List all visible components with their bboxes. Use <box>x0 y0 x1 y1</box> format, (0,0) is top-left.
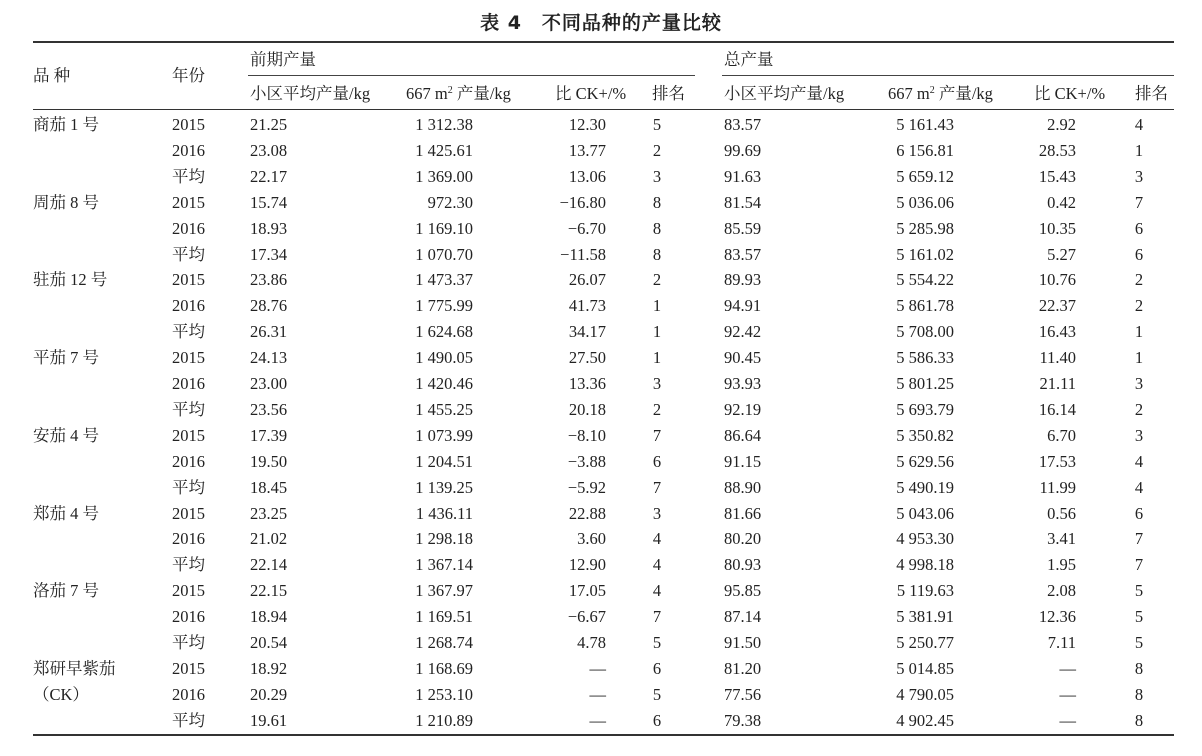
cell-total-plot-avg: 89.93 <box>724 270 762 290</box>
cell-early-vs-ck: 13.06 <box>568 166 606 186</box>
cell-early-vs-ck: 12.90 <box>568 555 606 575</box>
header-area-yield-early: 667 $m^2$ 产量/kg <box>406 84 511 103</box>
cell-early-rank: 6 <box>652 658 662 678</box>
cell-total-plot-avg: 83.57 <box>724 244 762 264</box>
cell-total-rank: 5 <box>1134 633 1144 652</box>
cell-early-area-yield: 1 420.46 <box>415 374 473 393</box>
cell-total-vs-ck: 5.27 <box>1047 244 1076 264</box>
cell-total-vs-ck: 16.43 <box>1038 322 1076 342</box>
cell-year: 平均 <box>172 244 205 264</box>
cell-year: 平均 <box>172 633 205 652</box>
cell-total-area-yield: 5 586.33 <box>896 348 954 368</box>
cell-early-rank: 2 <box>652 140 662 160</box>
cell-early-vs-ck: 22.88 <box>568 503 606 523</box>
cell-early-area-yield: 1 169.10 <box>415 218 473 238</box>
cell-early-rank: 7 <box>652 477 662 497</box>
cell-early-plot-avg: 23.08 <box>250 140 288 160</box>
cell-total-vs-ck: 22.37 <box>1038 296 1076 316</box>
cell-total-plot-avg: 80.20 <box>724 529 762 549</box>
cell-total-plot-avg: 94.91 <box>724 296 762 316</box>
cell-year: 2016 <box>172 451 205 471</box>
cell-total-area-yield: 5 119.63 <box>896 581 954 601</box>
cell-early-vs-ck: 12.30 <box>568 115 606 134</box>
cell-early-area-yield: 1 073.99 <box>415 425 473 445</box>
cell-variety: 安茄 4 号 <box>33 425 99 445</box>
cell-early-plot-avg: 28.76 <box>250 296 288 316</box>
cell-early-rank: 1 <box>652 322 662 342</box>
cell-variety: 郑研早紫茄 <box>33 658 116 678</box>
cell-total-rank: 3 <box>1134 166 1144 186</box>
cell-total-area-yield: 5 629.56 <box>896 451 954 471</box>
cell-total-plot-avg: 99.69 <box>724 140 762 160</box>
cell-early-plot-avg: 18.94 <box>250 607 288 627</box>
header-vs-ck-early: 比 CK+/% <box>555 84 627 103</box>
cell-year: 平均 <box>172 710 205 730</box>
cell-total-plot-avg: 83.57 <box>724 115 762 134</box>
cell-early-rank: 7 <box>652 425 662 445</box>
cell-total-plot-avg: 86.64 <box>724 425 762 445</box>
cell-total-plot-avg: 91.63 <box>724 166 762 186</box>
cell-year: 2016 <box>172 374 205 393</box>
cell-total-rank: 1 <box>1134 322 1144 342</box>
cell-early-area-yield: 1 169.51 <box>415 607 473 627</box>
cell-early-vs-ck: — <box>589 658 606 678</box>
cell-year: 2015 <box>172 270 205 290</box>
cell-total-area-yield: 5 036.06 <box>896 192 954 212</box>
cell-early-vs-ck: −8.10 <box>567 425 606 445</box>
bottom-rule <box>33 734 1174 736</box>
cell-early-vs-ck: 41.73 <box>568 296 606 316</box>
cell-total-vs-ck: 15.43 <box>1038 166 1076 186</box>
cell-total-plot-avg: 92.42 <box>724 322 762 342</box>
cell-early-area-yield: 1 253.10 <box>415 684 473 704</box>
cell-total-rank: 8 <box>1134 710 1144 730</box>
cell-early-area-yield: 1 298.18 <box>415 529 473 549</box>
cell-total-area-yield: 5 014.85 <box>896 658 954 678</box>
cell-early-plot-avg: 23.00 <box>250 374 288 393</box>
cell-total-rank: 7 <box>1134 555 1144 575</box>
cell-year: 2015 <box>172 192 205 212</box>
cell-early-plot-avg: 26.31 <box>250 322 288 342</box>
cell-early-area-yield: 1 425.61 <box>415 140 473 160</box>
cell-total-rank: 1 <box>1134 140 1144 160</box>
cell-year: 平均 <box>172 166 205 186</box>
header-plot-avg-total: 小区平均产量/kg <box>724 84 845 103</box>
cell-early-rank: 6 <box>652 451 662 471</box>
cell-total-plot-avg: 79.38 <box>724 710 762 730</box>
cell-early-rank: 4 <box>652 529 662 549</box>
cell-total-vs-ck: 1.95 <box>1047 555 1076 575</box>
cell-early-rank: 3 <box>652 374 662 393</box>
cell-year: 平均 <box>172 477 205 497</box>
cell-total-vs-ck: 10.35 <box>1038 218 1076 238</box>
cell-early-area-yield: 972.30 <box>427 192 473 212</box>
cell-total-vs-ck: 3.41 <box>1047 529 1076 549</box>
cell-year: 2015 <box>172 115 205 134</box>
cell-early-area-yield: 1 367.97 <box>415 581 473 601</box>
cell-year: 2015 <box>172 503 205 523</box>
cell-early-plot-avg: 21.02 <box>250 529 288 549</box>
cell-early-plot-avg: 23.86 <box>250 270 288 290</box>
cell-early-plot-avg: 22.17 <box>250 166 288 186</box>
cell-early-vs-ck: 34.17 <box>568 322 606 342</box>
cell-early-area-yield: 1 268.74 <box>415 633 473 652</box>
cell-total-vs-ck: 7.11 <box>1047 633 1076 652</box>
cell-total-vs-ck: — <box>1059 684 1076 704</box>
cell-early-vs-ck: 3.60 <box>577 529 606 549</box>
cell-total-area-yield: 5 161.02 <box>896 244 954 264</box>
cell-total-area-yield: 5 554.22 <box>896 270 954 290</box>
cell-total-area-yield: 5 043.06 <box>896 503 954 523</box>
cell-total-vs-ck: 10.76 <box>1038 270 1076 290</box>
cell-total-rank: 8 <box>1134 658 1144 678</box>
cell-total-plot-avg: 95.85 <box>724 581 762 601</box>
cell-early-rank: 8 <box>652 218 662 238</box>
cell-early-plot-avg: 20.54 <box>250 633 288 652</box>
cell-early-rank: 4 <box>652 555 662 575</box>
cell-early-area-yield: 1 367.14 <box>415 555 473 575</box>
cell-early-area-yield: 1 369.00 <box>415 166 473 186</box>
cell-total-rank: 6 <box>1134 244 1144 264</box>
cell-early-vs-ck: 27.50 <box>568 348 606 368</box>
cell-total-plot-avg: 81.20 <box>724 658 762 678</box>
cell-total-rank: 5 <box>1134 581 1144 601</box>
header-area-yield-total: 667 $m^2$ 产量/kg <box>888 84 993 103</box>
cell-total-vs-ck: 11.99 <box>1039 477 1076 497</box>
cell-early-plot-avg: 17.34 <box>250 244 288 264</box>
cell-total-area-yield: 5 708.00 <box>896 322 954 342</box>
cell-total-area-yield: 5 490.19 <box>896 477 954 497</box>
cell-early-plot-avg: 17.39 <box>250 425 288 445</box>
cell-early-plot-avg: 23.25 <box>250 503 288 523</box>
cell-early-vs-ck: −3.88 <box>567 451 606 471</box>
cell-variety: 商茄 1 号 <box>33 115 99 134</box>
cell-early-plot-avg: 18.45 <box>250 477 288 497</box>
cell-early-rank: 6 <box>652 710 662 730</box>
cell-early-vs-ck: 20.18 <box>568 399 606 419</box>
cell-total-area-yield: 5 381.91 <box>896 607 954 627</box>
cell-total-area-yield: 5 659.12 <box>896 166 954 186</box>
cell-early-plot-avg: 22.14 <box>250 555 288 575</box>
cell-early-vs-ck: −16.80 <box>559 192 606 212</box>
cell-early-rank: 1 <box>652 348 662 368</box>
cell-total-area-yield: 4 790.05 <box>896 684 954 704</box>
cell-early-rank: 5 <box>652 633 662 652</box>
cell-early-area-yield: 1 070.70 <box>415 244 473 264</box>
header-variety: 品 种 <box>33 66 71 85</box>
cell-total-area-yield: 5 250.77 <box>896 633 954 652</box>
cell-total-plot-avg: 85.59 <box>724 218 762 238</box>
cell-total-rank: 7 <box>1134 192 1144 212</box>
cell-total-rank: 1 <box>1134 348 1144 368</box>
cell-total-vs-ck: — <box>1059 658 1076 678</box>
total-group-rule <box>722 75 1174 76</box>
cell-total-rank: 6 <box>1134 503 1144 523</box>
cell-early-vs-ck: 13.77 <box>568 140 606 160</box>
cell-early-area-yield: 1 436.11 <box>415 503 473 523</box>
cell-total-area-yield: 4 998.18 <box>896 555 954 575</box>
header-rank-total: 排名 <box>1135 84 1168 103</box>
cell-year: 平均 <box>172 399 205 419</box>
cell-year: 平均 <box>172 322 205 342</box>
cell-early-rank: 5 <box>652 115 662 134</box>
cell-variety: 周茄 8 号 <box>33 192 99 212</box>
cell-year: 2016 <box>172 529 205 549</box>
cell-total-plot-avg: 92.19 <box>724 399 762 419</box>
cell-year: 2015 <box>172 348 205 368</box>
cell-total-rank: 5 <box>1134 607 1144 627</box>
cell-total-vs-ck: 2.92 <box>1047 115 1076 134</box>
cell-early-area-yield: 1 473.37 <box>415 270 473 290</box>
cell-total-area-yield: 5 861.78 <box>896 296 954 316</box>
cell-early-area-yield: 1 210.89 <box>415 710 473 730</box>
cell-total-rank: 4 <box>1134 451 1144 471</box>
cell-early-plot-avg: 22.15 <box>250 581 288 601</box>
cell-total-rank: 3 <box>1134 374 1144 393</box>
cell-early-area-yield: 1 168.69 <box>415 658 473 678</box>
cell-total-vs-ck: 6.70 <box>1047 425 1076 445</box>
cell-total-plot-avg: 88.90 <box>724 477 762 497</box>
cell-year: 平均 <box>172 555 205 575</box>
cell-early-area-yield: 1 312.38 <box>415 115 473 134</box>
cell-total-vs-ck: 0.56 <box>1047 503 1076 523</box>
cell-variety: （CK） <box>33 684 89 704</box>
cell-total-rank: 2 <box>1134 399 1144 419</box>
cell-early-area-yield: 1 490.05 <box>415 348 473 368</box>
header-rule <box>33 109 1174 110</box>
cell-variety: 洛茄 7 号 <box>33 581 99 601</box>
cell-total-area-yield: 6 156.81 <box>896 140 954 160</box>
cell-early-plot-avg: 18.93 <box>250 218 288 238</box>
cell-total-area-yield: 5 801.25 <box>896 374 954 393</box>
cell-early-rank: 1 <box>652 296 662 316</box>
cell-total-area-yield: 5 285.98 <box>896 218 954 238</box>
header-early-yield: 前期产量 <box>250 50 316 69</box>
cell-early-vs-ck: 4.78 <box>577 633 606 652</box>
cell-early-plot-avg: 15.74 <box>250 192 288 212</box>
cell-year: 2015 <box>172 425 205 445</box>
cell-early-area-yield: 1 204.51 <box>415 451 473 471</box>
cell-early-area-yield: 1 455.25 <box>415 399 473 419</box>
early-group-rule <box>248 75 695 76</box>
cell-year: 2015 <box>172 581 205 601</box>
cell-year: 2015 <box>172 658 205 678</box>
cell-total-plot-avg: 91.15 <box>724 451 762 471</box>
cell-early-plot-avg: 20.29 <box>250 684 288 704</box>
cell-early-rank: 4 <box>652 581 662 601</box>
cell-total-vs-ck: — <box>1059 710 1076 730</box>
cell-early-vs-ck: 13.36 <box>568 374 606 393</box>
header-rank-early: 排名 <box>652 84 685 103</box>
cell-early-area-yield: 1 775.99 <box>415 296 473 316</box>
cell-early-plot-avg: 18.92 <box>250 658 288 678</box>
cell-total-area-yield: 5 350.82 <box>896 425 954 445</box>
cell-year: 2016 <box>172 684 205 704</box>
cell-total-plot-avg: 81.54 <box>724 192 762 212</box>
header-year: 年份 <box>172 66 205 85</box>
cell-total-rank: 8 <box>1134 684 1144 704</box>
cell-total-plot-avg: 90.45 <box>724 348 762 368</box>
cell-total-vs-ck: 0.42 <box>1047 192 1076 212</box>
header-plot-avg-early: 小区平均产量/kg <box>250 84 371 103</box>
cell-total-area-yield: 5 161.43 <box>896 115 954 134</box>
cell-early-rank: 2 <box>652 270 662 290</box>
cell-early-plot-avg: 19.50 <box>250 451 288 471</box>
cell-total-plot-avg: 77.56 <box>724 684 762 704</box>
header-total-yield: 总产量 <box>724 50 774 69</box>
cell-total-area-yield: 4 953.30 <box>896 529 954 549</box>
cell-total-rank: 2 <box>1134 270 1144 290</box>
cell-early-rank: 3 <box>652 166 662 186</box>
cell-early-rank: 8 <box>652 244 662 264</box>
cell-early-rank: 8 <box>652 192 662 212</box>
cell-early-area-yield: 1 139.25 <box>415 477 473 497</box>
cell-total-rank: 4 <box>1134 477 1144 497</box>
cell-variety: 平茄 7 号 <box>33 348 99 368</box>
cell-total-plot-avg: 81.66 <box>724 503 762 523</box>
cell-early-plot-avg: 24.13 <box>250 348 288 368</box>
cell-variety: 郑茄 4 号 <box>33 503 99 523</box>
cell-early-vs-ck: — <box>589 710 606 730</box>
cell-early-plot-avg: 21.25 <box>250 115 288 134</box>
cell-year: 2016 <box>172 296 205 316</box>
header-vs-ck-total: 比 CK+/% <box>1034 84 1106 103</box>
cell-early-vs-ck: 17.05 <box>568 581 606 601</box>
cell-total-vs-ck: 28.53 <box>1038 140 1076 160</box>
cell-total-vs-ck: 17.53 <box>1038 451 1076 471</box>
cell-total-vs-ck: 21.11 <box>1039 374 1076 393</box>
cell-early-vs-ck: −11.58 <box>560 244 606 264</box>
cell-total-vs-ck: 11.40 <box>1039 348 1076 368</box>
cell-early-rank: 3 <box>652 503 662 523</box>
cell-total-area-yield: 4 902.45 <box>896 710 954 730</box>
cell-total-area-yield: 5 693.79 <box>896 399 954 419</box>
cell-early-vs-ck: — <box>589 684 606 704</box>
cell-total-vs-ck: 12.36 <box>1038 607 1076 627</box>
cell-total-rank: 3 <box>1134 425 1144 445</box>
cell-total-vs-ck: 16.14 <box>1038 399 1076 419</box>
cell-total-vs-ck: 2.08 <box>1047 581 1076 601</box>
cell-early-rank: 2 <box>652 399 662 419</box>
cell-early-vs-ck: −6.67 <box>567 607 606 627</box>
cell-early-rank: 5 <box>652 684 662 704</box>
cell-year: 2016 <box>172 218 205 238</box>
cell-total-plot-avg: 93.93 <box>724 374 762 393</box>
cell-early-vs-ck: −5.92 <box>567 477 606 497</box>
cell-early-plot-avg: 19.61 <box>250 710 288 730</box>
cell-total-plot-avg: 80.93 <box>724 555 762 575</box>
cell-year: 2016 <box>172 607 205 627</box>
cell-variety: 驻茄 12 号 <box>33 270 108 290</box>
cell-early-vs-ck: 26.07 <box>568 270 606 290</box>
cell-total-rank: 2 <box>1134 296 1144 316</box>
cell-early-area-yield: 1 624.68 <box>415 322 473 342</box>
table-title: 表 4 不同品种的产量比较 <box>480 12 722 34</box>
cell-total-rank: 4 <box>1134 115 1144 134</box>
top-rule <box>33 41 1174 43</box>
cell-total-plot-avg: 91.50 <box>724 633 762 652</box>
cell-year: 2016 <box>172 140 205 160</box>
cell-total-plot-avg: 87.14 <box>724 607 762 627</box>
cell-total-rank: 7 <box>1134 529 1144 549</box>
cell-early-plot-avg: 23.56 <box>250 399 288 419</box>
cell-early-rank: 7 <box>652 607 662 627</box>
cell-early-vs-ck: −6.70 <box>567 218 606 238</box>
cell-total-rank: 6 <box>1134 218 1144 238</box>
